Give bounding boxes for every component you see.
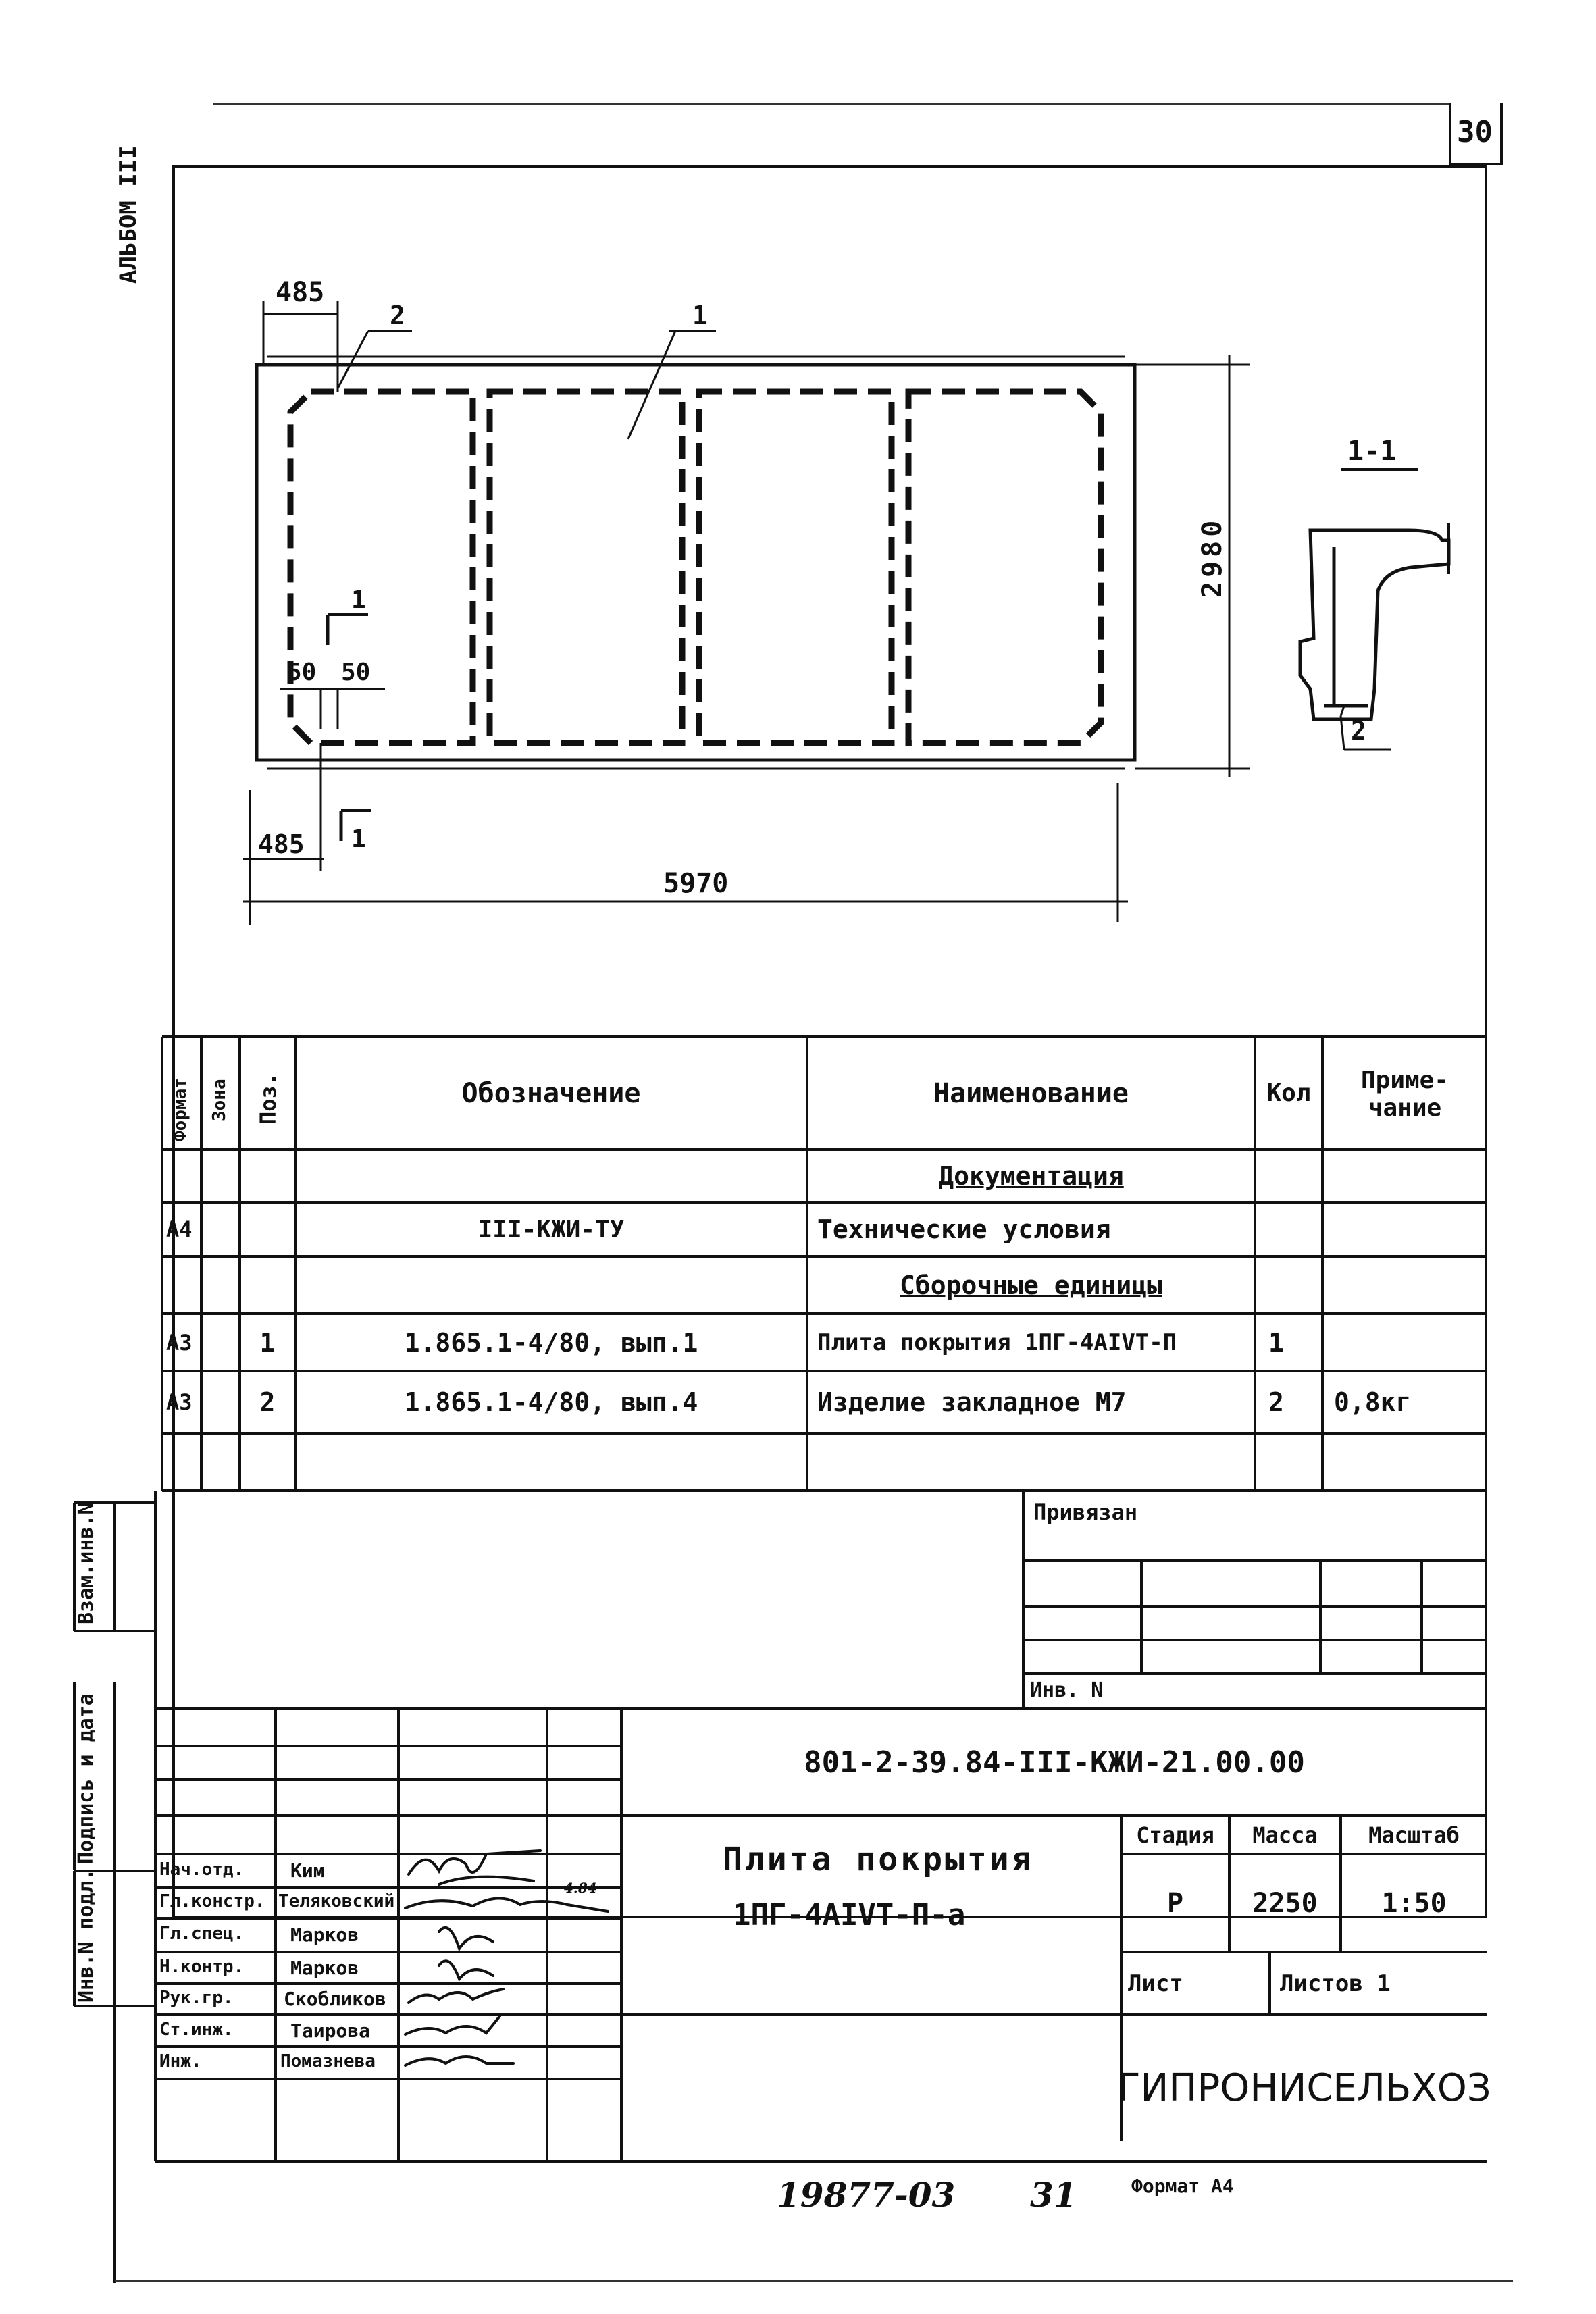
dim-length: 5970	[663, 868, 729, 899]
callout-2-label: 2	[390, 301, 405, 330]
spec-row-4-qty: 2	[1268, 1387, 1284, 1417]
header-name: Наименование	[933, 1077, 1129, 1109]
dim-50-right: 50	[341, 659, 371, 686]
doc-code: 801-2-39.84-III-КЖИ-21.00.00	[804, 1745, 1305, 1780]
scale-value: 1:50	[1381, 1887, 1447, 1919]
header-pos: Поз.	[255, 1072, 281, 1125]
sheets-label: Листов 1	[1280, 1970, 1391, 1997]
header-designation: Обозначение	[461, 1077, 641, 1109]
spec-row-3-designation: 1.865.1-4/80, вып.1	[404, 1327, 698, 1358]
sig-name-0: Ким	[290, 1859, 325, 1882]
sig-role-2: Гл.спец.	[159, 1924, 244, 1944]
section-title: 1-1	[1347, 436, 1397, 467]
title-line-1: Плита покрытия	[723, 1841, 1034, 1878]
binding-inv-label: Инв. N	[1030, 1678, 1104, 1702]
sig-role-3: Н.контр.	[159, 1957, 244, 1977]
footer-format: Формат А4	[1131, 2175, 1234, 2197]
mass-label: Масса	[1252, 1822, 1318, 1848]
stamp-vzam-inv: Взам.инв.N	[74, 1502, 98, 1624]
sig-name-5: Таирова	[290, 2020, 371, 2042]
binding-label: Привязан	[1033, 1499, 1138, 1525]
spec-row-0-name: Документация	[938, 1161, 1124, 1191]
spec-row-4-pos: 2	[259, 1387, 276, 1417]
spec-row-4-note: 0,8кг	[1334, 1387, 1412, 1417]
sig-name-1: Теляковский	[278, 1891, 395, 1911]
header-qty: Кол	[1266, 1079, 1311, 1107]
dim-bottom-left: 485	[258, 829, 305, 859]
dim-50-left: 50	[287, 659, 317, 686]
spec-row-4-designation: 1.865.1-4/80, вып.4	[404, 1387, 698, 1417]
section-mark-bottom: 1	[351, 825, 366, 853]
section-callout-2: 2	[1351, 716, 1366, 746]
album-label: АЛЬБОМ III	[115, 145, 142, 284]
header-zone: Зона	[209, 1079, 230, 1121]
spec-row-3-qty: 1	[1268, 1327, 1284, 1358]
spec-row-3-name: Плита покрытия 1ПГ-4АIVТ-П	[817, 1329, 1177, 1356]
sig-role-6: Инж.	[159, 2051, 202, 2072]
sig-name-6: Помазнева	[280, 2051, 376, 2072]
sig-name-2: Марков	[290, 1924, 359, 1946]
sig-role-0: Нач.отд.	[159, 1859, 244, 1880]
scale-label: Масштаб	[1368, 1822, 1460, 1848]
sig-role-5: Ст.инж.	[159, 2020, 234, 2040]
spec-row-4-name: Изделие закладное М7	[817, 1387, 1127, 1417]
footer-number: 19877-03	[777, 2175, 956, 2215]
bottom-scan-line	[115, 2280, 1513, 2282]
header-note: Приме-чание	[1360, 1066, 1449, 1122]
stamp-inv-podl: Инв.N подл.	[74, 1868, 98, 2003]
dim-height-label: 2980	[1197, 516, 1228, 598]
spec-row-3-pos: 1	[259, 1327, 276, 1358]
title-line-2: 1ПГ-4АIVТ-П-а	[733, 1898, 966, 1932]
stamp-podpis-data: Подпись и дата	[74, 1693, 98, 1864]
sheet-label: Лист	[1128, 1970, 1183, 1997]
footer-sheet-num: 31	[1030, 2175, 1077, 2215]
sig-role-1: Гл.констр.	[159, 1891, 265, 1911]
organization: ГИПРОНИСЕЛЬХОЗ	[1117, 2066, 1491, 2110]
header-format: Формат	[170, 1078, 190, 1141]
spec-row-4-format: А3	[166, 1389, 192, 1415]
date-mark: 4.84	[564, 1880, 597, 1896]
sig-name-4: Скобликов	[284, 1988, 386, 2010]
callout-1-label: 1	[692, 301, 708, 330]
spec-row-1-format: А4	[166, 1216, 192, 1242]
mass-value: 2250	[1252, 1887, 1318, 1919]
spec-row-3-format: А3	[166, 1329, 192, 1356]
sig-name-3: Марков	[290, 1957, 359, 1979]
spec-row-1-designation: III-КЖИ-ТУ	[478, 1215, 625, 1243]
page-number: 30	[1457, 115, 1493, 149]
stage-label: Стадия	[1136, 1822, 1214, 1848]
sig-role-4: Рук.гр.	[159, 1988, 234, 2008]
spec-row-1-name: Технические условия	[817, 1214, 1111, 1244]
spec-row-2-name: Сборочные единицы	[900, 1270, 1162, 1300]
section-mark-top: 1	[351, 586, 366, 614]
dim-top-left: 485	[276, 277, 325, 308]
stage-value: Р	[1166, 1887, 1184, 1919]
